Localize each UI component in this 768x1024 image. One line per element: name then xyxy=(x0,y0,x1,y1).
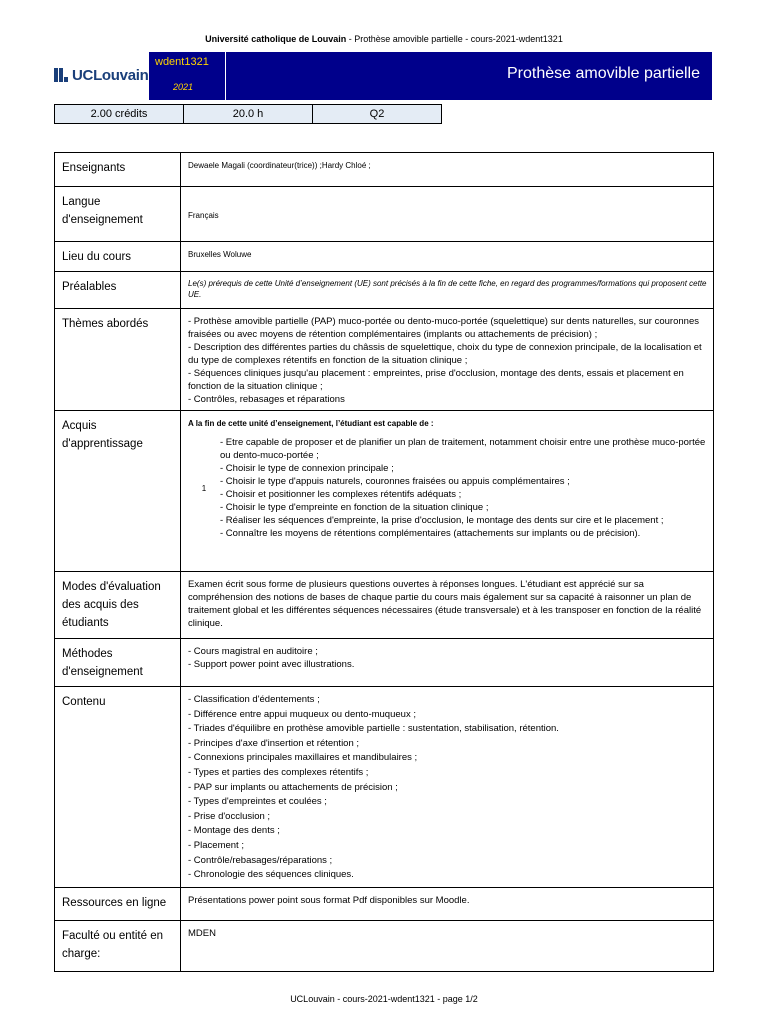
contenu-item: - Montage des dents ; xyxy=(188,825,280,837)
contenu-item: - Chronologie des séquences cliniques. xyxy=(188,869,354,881)
hours-cell: 20.0 h xyxy=(184,105,313,124)
themes-list xyxy=(188,315,707,406)
credits-cell: 2.00 crédits xyxy=(55,105,184,124)
label-modes-line2: des acquis des xyxy=(62,599,139,611)
acquis-item: - Connaître les moyens de rétentions complémentaires (attachements sur implants ou de précision). xyxy=(220,528,641,539)
course-year: 2021 xyxy=(173,82,194,92)
contenu-item: - Classification d'édentements ; xyxy=(188,694,320,705)
acquis-item: - Choisir le type d'appuis naturels, couronnes fraisées ou appuis complémentaires ; xyxy=(220,476,570,487)
label-langue xyxy=(55,187,181,242)
label-faculte-line2: charge: xyxy=(62,947,101,960)
document-header xyxy=(0,33,768,45)
label-methodes-line2: d'enseignement xyxy=(62,666,143,678)
label-faculte-line1: Faculté ou entité en xyxy=(62,929,164,942)
value-langue: Français xyxy=(188,210,219,220)
acquis-item: - Choisir le type d'empreinte en fonction de la situation clinique ; xyxy=(220,502,489,513)
label-langue-line1: Langue xyxy=(62,196,101,208)
row-lieu xyxy=(55,242,714,272)
contenu-list xyxy=(188,693,707,883)
methodes-item: - Cours magistral en auditoire ; xyxy=(188,646,318,657)
label-methodes-line1: Méthodes xyxy=(62,648,113,660)
themes-item: - Description des différentes parties du châssis de squelettique, choix du type de connexion principale, de la localisation et du type de complexes rétentifs en fonction de la situation clinique ; xyxy=(188,342,702,366)
label-acquis-line2: d'apprentissage xyxy=(62,438,143,450)
contenu-item: - Différence entre appui muqueux ou dento-muqueux ; xyxy=(188,708,416,720)
value-enseignants: Dewaele Magali (coordinateur(trice)) ;Hardy Chloé ; xyxy=(188,161,371,170)
row-ressources xyxy=(55,887,714,920)
course-details-table xyxy=(54,152,714,972)
label-enseignants: Enseignants xyxy=(55,153,181,187)
contenu-item: - Types d'empreintes et coulées ; xyxy=(188,796,327,808)
page-footer: UCLouvain - cours-2021-wdent1321 - page 1/2 xyxy=(290,994,478,1004)
acquis-list xyxy=(220,436,707,540)
row-langue xyxy=(55,187,714,242)
row-faculte xyxy=(55,920,714,971)
value-modes: Examen écrit sous forme de plusieurs questions ouvertes à réponses longues. L'étudiant est apprécié sur sa compréhension des notions de bases de chaque partie du cours mais également sur sa capacité à raisonner un plan de traitement global et les différentes séquences nécessaires (étude transversale) et à les transposer en fonction de la réalité clinique. xyxy=(188,579,702,629)
course-title: Prothèse amovible partielle xyxy=(507,65,700,82)
course-code: wdent1321 xyxy=(155,56,209,68)
value-ressources: Présentations power point sous format Pdf disponibles sur Moodle. xyxy=(188,894,470,906)
label-ressources: Ressources en ligne xyxy=(55,887,181,920)
themes-item: - Contrôles, rebasages et réparations xyxy=(188,394,345,405)
label-methodes xyxy=(55,639,181,687)
course-banner xyxy=(54,52,712,100)
logo-text: UCLouvain xyxy=(72,66,149,84)
row-modes xyxy=(55,572,714,639)
methodes-list xyxy=(188,645,707,671)
row-methodes xyxy=(55,639,714,687)
label-acquis-line1: Acquis xyxy=(62,420,97,432)
label-acquis xyxy=(55,411,181,572)
themes-item: - Séquences cliniques jusqu'au placement : empreintes, prise d'occlusion, montage des dents, essais et placement en fonction de la situation clinique ; xyxy=(188,368,684,392)
acquis-item: - Choisir le type de connexion principale ; xyxy=(220,463,394,474)
contenu-item: - Principes d'axe d'insertion et rétention ; xyxy=(188,737,360,749)
uclouvain-logo xyxy=(54,64,148,86)
row-contenu xyxy=(55,687,714,888)
quadrimester-cell: Q2 xyxy=(313,105,442,124)
contenu-item: - Triades d'équilibre en prothèse amovible partielle : sustentation, stabilisation, rétention. xyxy=(188,723,559,735)
course-title-box xyxy=(226,52,712,100)
methodes-item: - Support power point avec illustrations. xyxy=(188,659,355,670)
contenu-item: - Prise d'occlusion ; xyxy=(188,810,271,822)
label-themes: Thèmes abordés xyxy=(55,309,181,411)
value-lieu: Bruxelles Woluwe xyxy=(188,250,252,259)
contenu-item: - Connexions principales maxillaires et mandibulaires ; xyxy=(188,752,418,764)
row-themes xyxy=(55,309,714,411)
contenu-item: - Placement ; xyxy=(188,839,244,851)
label-modes xyxy=(55,572,181,639)
uclouvain-logo-icon xyxy=(54,68,68,82)
label-lieu: Lieu du cours xyxy=(55,242,181,272)
contenu-item: - Contrôle/rebasages/réparations ; xyxy=(188,854,333,866)
row-enseignants xyxy=(55,153,714,187)
label-faculte xyxy=(55,920,181,971)
label-prealables: Préalables xyxy=(55,272,181,309)
row-prealables xyxy=(55,272,714,309)
label-langue-line2: d'enseignement xyxy=(62,214,143,226)
acquis-item: - Etre capable de proposer et de planifier un plan de traitement, notamment choisir entre une prothèse muco-portée ou dento-muco-portée ; xyxy=(220,437,706,461)
acquis-number: 1 xyxy=(201,483,207,493)
contenu-item: - Types et parties des complexes rétentifs ; xyxy=(188,766,369,778)
acquis-item: - Réaliser les séquences d'empreinte, la prise d'occlusion, le montage des dents sur cire et le placement ; xyxy=(220,515,664,526)
label-modes-line3: étudiants xyxy=(62,617,109,629)
row-acquis xyxy=(55,411,714,572)
acquis-item: - Choisir et positionner les complexes rétentifs adéquats ; xyxy=(220,489,462,500)
label-contenu: Contenu xyxy=(55,687,181,888)
value-faculte: MDEN xyxy=(188,927,216,939)
university-name: Université catholique de Louvain xyxy=(205,34,347,44)
themes-item: - Prothèse amovible partielle (PAP) muco-portée ou dento-muco-portée (squelettique) sur dents naturelles, sur couronnes fraisées ou avec moyens de rétention complémentaires (implants ou attachements de précision) ; xyxy=(188,316,699,340)
course-code-box xyxy=(149,52,226,100)
label-modes-line1: Modes d'évaluation xyxy=(62,581,161,593)
contenu-item: - PAP sur implants ou attachements de précision ; xyxy=(188,781,398,793)
header-course-ref: - Prothèse amovible partielle - cours-2021-wdent1321 xyxy=(346,34,563,44)
acquis-heading: A la fin de cette unité d’enseignement, l’étudiant est capable de : xyxy=(188,419,434,428)
course-meta-table xyxy=(54,104,442,124)
value-prealables: Le(s) prérequis de cette Unité d’enseignement (UE) sont précisés à la fin de cette fiche, en regard des programmes/formations qui proposent cette UE. xyxy=(188,279,707,299)
